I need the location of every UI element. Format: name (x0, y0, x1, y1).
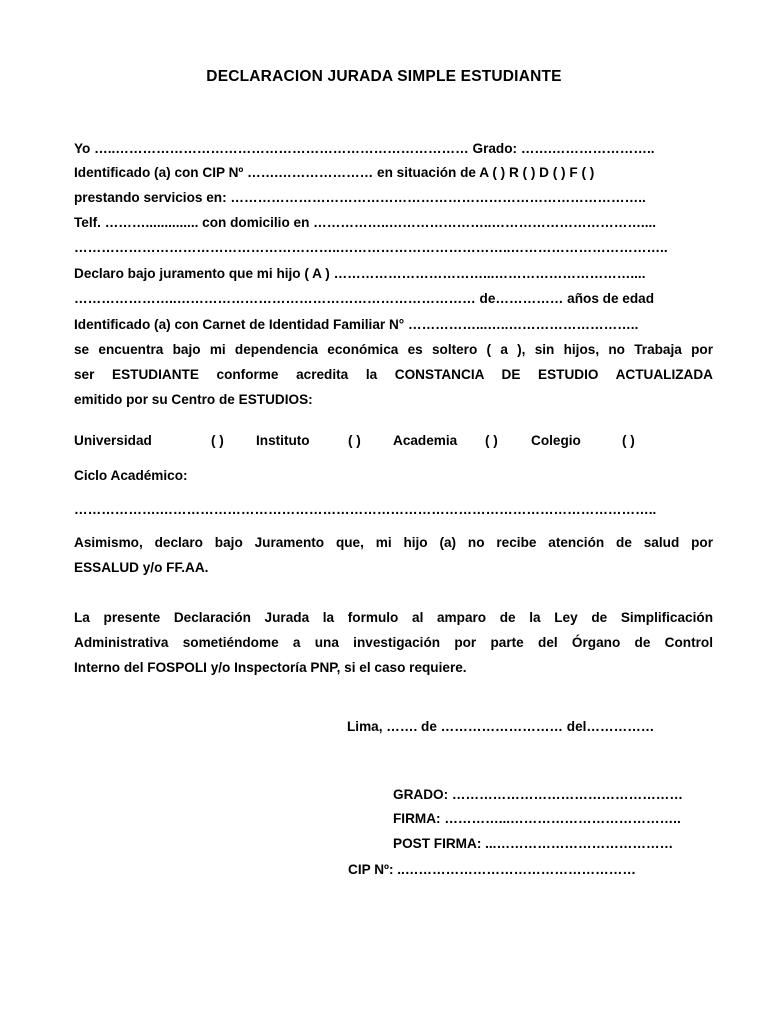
ciclo-academico-line: ……………….……………………………………………………………………………………………….. (74, 502, 657, 517)
field-line-address-continued: …………………………………………………..………………………………..…………………………….. (74, 240, 668, 255)
option-instituto-label: Instituto (256, 433, 310, 448)
paragraph-dependency-line-1: se encuentra bajo mi dependencia económica es soltero ( a ), sin hijos, no Trabaja por (74, 342, 713, 357)
option-universidad-checkbox: ( ) (211, 433, 224, 448)
signature-post-firma: POST FIRMA: ...………………………………… (393, 836, 674, 851)
paragraph-dependency-line-2: ser ESTUDIANTE conforme acredita la CONSTANCIA DE ESTUDIO ACTUALIZADA (74, 367, 713, 382)
field-line-cip-situation: Identificado (a) con CIP Nº …….………………… en situación de A ( ) R ( ) D ( ) F ( ) (74, 165, 595, 180)
paragraph-dependency-line-3: emitido por su Centro de ESTUDIOS: (74, 392, 313, 407)
field-line-name-grade: Yo …..…………………………………………………………………… Grado: …….………………….. (74, 141, 655, 156)
option-colegio-checkbox: ( ) (622, 433, 635, 448)
option-instituto-checkbox: ( ) (348, 433, 361, 448)
option-academia-checkbox: ( ) (485, 433, 498, 448)
option-colegio-label: Colegio (531, 433, 581, 448)
field-line-child-age: …………………..………………………………………………………… de…………… años de edad (74, 291, 655, 306)
field-line-id-card: Identificado (a) con Carnet de Identidad Familiar N° ……………...…..……………………….. (74, 317, 639, 332)
field-line-services: prestando servicios en: ……………………………………………………………………………….. (74, 190, 646, 205)
signature-cip: CIP Nº: ..…………………………………………… (348, 862, 636, 877)
paragraph-legal-line-1: La presente Declaración Jurada la formulo al amparo de la Ley de Simplificación (74, 610, 713, 625)
signature-grado: GRADO: …………………………………………… (393, 787, 683, 802)
paragraph-legal-line-3: Interno del FOSPOLI y/o Inspectoría PNP, si el caso requiere. (74, 660, 467, 675)
document-title: DECLARACION JURADA SIMPLE ESTUDIANTE (206, 68, 562, 85)
paragraph-health-line-2: ESSALUD y/o FF.AA. (74, 560, 209, 575)
option-universidad-label: Universidad (74, 433, 152, 448)
place-date-line: Lima, ……. de ……………………… del…………… (347, 719, 655, 734)
field-line-child-name: Declaro bajo juramento que mi hijo ( A ) ……………………………...………………………….... (74, 266, 646, 281)
option-academia-label: Academia (393, 433, 458, 448)
field-line-phone-address: Telf. ……….............. con domicilio en ……………..…………………..…………………………….... (74, 215, 657, 230)
paragraph-health-line-1: Asimismo, declaro bajo Juramento que, mi hijo (a) no recibe atención de salud por (74, 535, 713, 550)
ciclo-academico-label: Ciclo Académico: (74, 468, 188, 483)
paragraph-legal-line-2: Administrativa sometiéndome a una investigación por parte del Órgano de Control (74, 635, 713, 650)
signature-firma: FIRMA: …………...……………………………….. (393, 811, 681, 826)
